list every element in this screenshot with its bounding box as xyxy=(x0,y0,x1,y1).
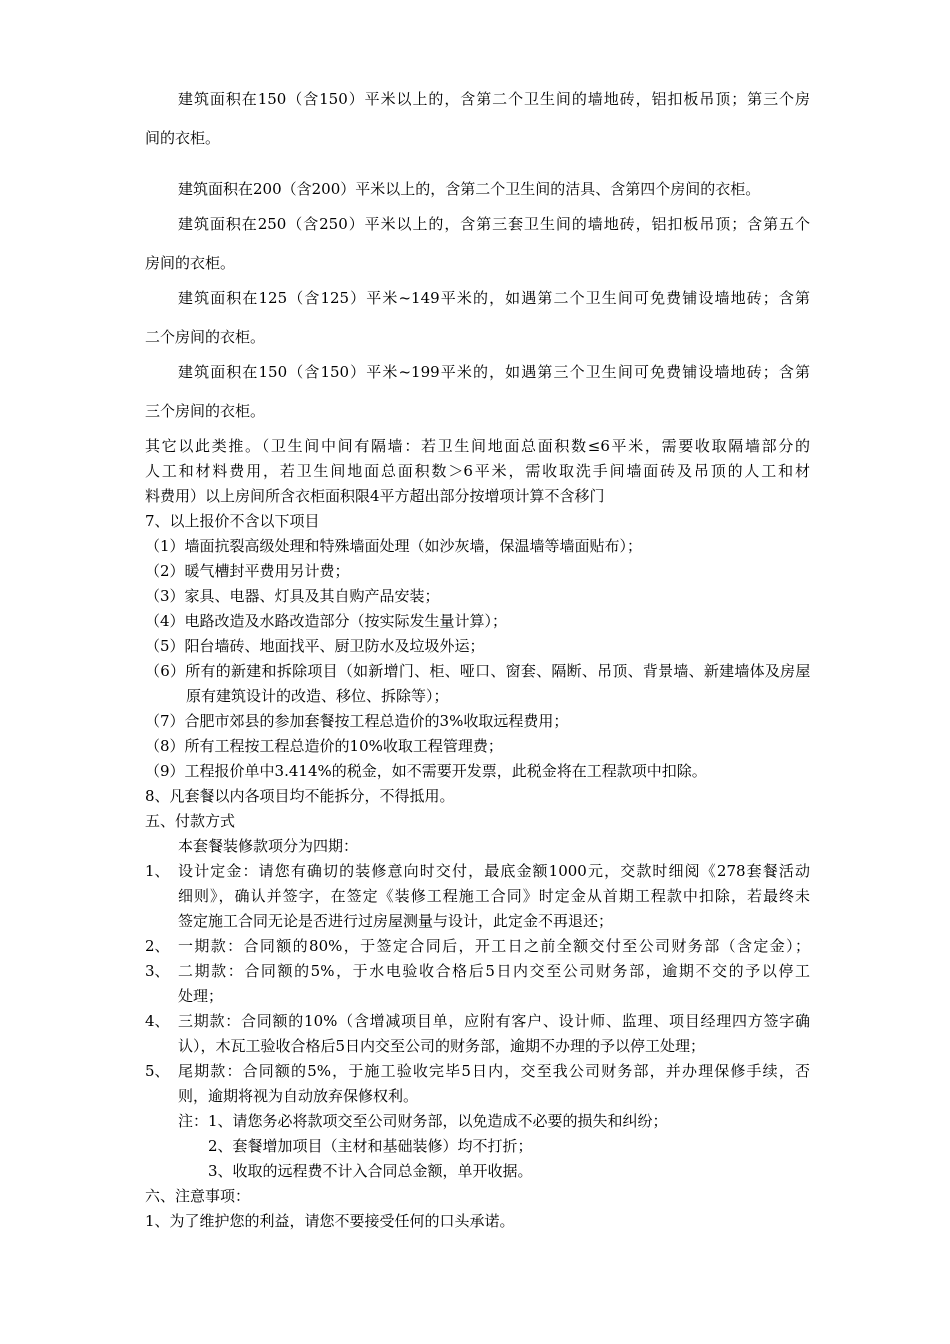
area-250-line2: 房间的衣柜。 xyxy=(145,254,236,272)
payment-3-number: 3、 xyxy=(145,962,170,980)
payment-4-number: 4、 xyxy=(145,1012,170,1030)
payment-note-1: 注：1、请您务必将款项交至公司财务部，以免造成不必要的损失和纠纷； xyxy=(178,1112,668,1130)
payment-2-line1: 一期款：合同额的80%，于签定合同后，开工日之前全额交付至公司财务部（含定金）； xyxy=(178,937,810,955)
payment-4-line2: 认），木瓦工验收合格后5日内交至公司的财务部，逾期不办理的予以停工处理； xyxy=(178,1037,706,1055)
area-250-line1: 建筑面积在250（含250）平米以上的，含第三套卫生间的墙地砖，铝扣板吊顶；含第五个 xyxy=(178,215,810,233)
payment-3-line1: 二期款：合同额的5%，于水电验收合格后5日内交至公司财务部，逾期不交的予以停工 xyxy=(178,962,810,980)
payment-note-2: 2、套餐增加项目（主材和基础装修）均不打折； xyxy=(208,1137,533,1155)
payment-note-3: 3、收取的远程费不计入合同总金额，单开收据。 xyxy=(208,1162,533,1180)
exclusion-item-6-line1: （6）所有的新建和拆除项目（如新增门、柜、哑口、窗套、隔断、吊顶、背景墙、新建墙体及房屋 xyxy=(145,662,810,680)
bathroom-partition-line3: 料费用）以上房间所含衣柜面积限4平方超出部分按增项计算不含移门 xyxy=(145,487,605,505)
bathroom-partition-line1: 其它以此类推。（卫生间中间有隔墙：若卫生间地面总面积数≤6平米，需要收取隔墙部分的 xyxy=(145,437,810,455)
exclusion-item-7: （7）合肥市郊县的参加套餐按工程总造价的3%收取远程费用； xyxy=(145,712,569,730)
section8-text: 8、凡套餐以内各项目均不能拆分，不得抵用。 xyxy=(145,787,455,805)
area-125-line2: 二个房间的衣柜。 xyxy=(145,328,266,346)
area-150-line1: 建筑面积在150（含150）平米以上的，含第二个卫生间的墙地砖，铝扣板吊顶；第三个房 xyxy=(178,90,810,108)
area-200-line: 建筑面积在200（含200）平米以上的，含第二个卫生间的洁具、含第四个房间的衣柜。 xyxy=(178,180,761,198)
exclusion-item-3: （3）家具、电器、灯具及其自购产品安装； xyxy=(145,587,440,605)
payment-5-number: 5、 xyxy=(145,1062,170,1080)
area-125-line1: 建筑面积在125（含125）平米~149平米的，如遇第二个卫生间可免费铺设墙地砖；含第 xyxy=(178,289,810,307)
payment-1-line2: 细则》，确认并签字，在签定《装修工程施工合同》时定金从首期工程款中扣除，若最终未 xyxy=(178,887,810,905)
exclusion-item-2: （2）暖气槽封平费用另计费； xyxy=(145,562,350,580)
payment-intro: 本套餐装修款项分为四期： xyxy=(178,837,359,855)
exclusion-item-4: （4）电路改造及水路改造部分（按实际发生量计算）； xyxy=(145,612,508,630)
payment-5-line2: 则，逾期将视为自动放弃保修权利。 xyxy=(178,1087,419,1105)
area-150-199-line2: 三个房间的衣柜。 xyxy=(145,402,266,420)
area-150-199-line1: 建筑面积在150（含150）平米~199平米的，如遇第三个卫生间可免费铺设墙地砖；含第 xyxy=(178,363,810,381)
payment-1-number: 1、 xyxy=(145,862,170,880)
bathroom-partition-line2: 人工和材料费用，若卫生间地面总面积数＞6平米，需收取洗手间墙面砖及吊顶的人工和材 xyxy=(145,462,810,480)
payment-1-line3: 签定施工合同无论是否进行过房屋测量与设计，此定金不再退还； xyxy=(178,912,614,930)
area-150-line2: 间的衣柜。 xyxy=(145,129,221,147)
exclusion-item-8: （8）所有工程按工程总造价的10%收取工程管理费； xyxy=(145,737,503,755)
exclusion-item-6-line2: 原有建筑设计的改造、移位、拆除等）； xyxy=(186,687,449,705)
payment-5-line1: 尾期款：合同额的5%，于施工验收完毕5日内，交至我公司财务部，并办理保修手续，否 xyxy=(178,1062,810,1080)
payment-4-line1: 三期款：合同额的10%（含增减项目单，应附有客户、设计师、监理、项目经理四方签字确 xyxy=(178,1012,810,1030)
payment-2-number: 2、 xyxy=(145,937,170,955)
payment-3-line2: 处理； xyxy=(178,987,224,1005)
notice-title: 六、注意事项： xyxy=(145,1187,251,1205)
payment-title: 五、付款方式 xyxy=(145,812,236,830)
exclusion-item-9: （9）工程报价单中3.414%的税金，如不需要开发票，此税金将在工程款项中扣除。 xyxy=(145,762,707,780)
exclusion-item-1: （1）墙面抗裂高级处理和特殊墙面处理（如沙灰墙，保温墙等墙面贴布）； xyxy=(145,537,643,555)
section7-title: 7、以上报价不含以下项目 xyxy=(145,512,320,530)
payment-1-line1: 设计定金：请您有确切的装修意向时交付，最底金额1000元，交款时细阅《278套餐活动 xyxy=(178,862,810,880)
notice-item-1: 1、为了维护您的利益，请您不要接受任何的口头承诺。 xyxy=(145,1212,515,1230)
exclusion-item-5: （5）阳台墙砖、地面找平、厨卫防水及垃圾外运； xyxy=(145,637,485,655)
